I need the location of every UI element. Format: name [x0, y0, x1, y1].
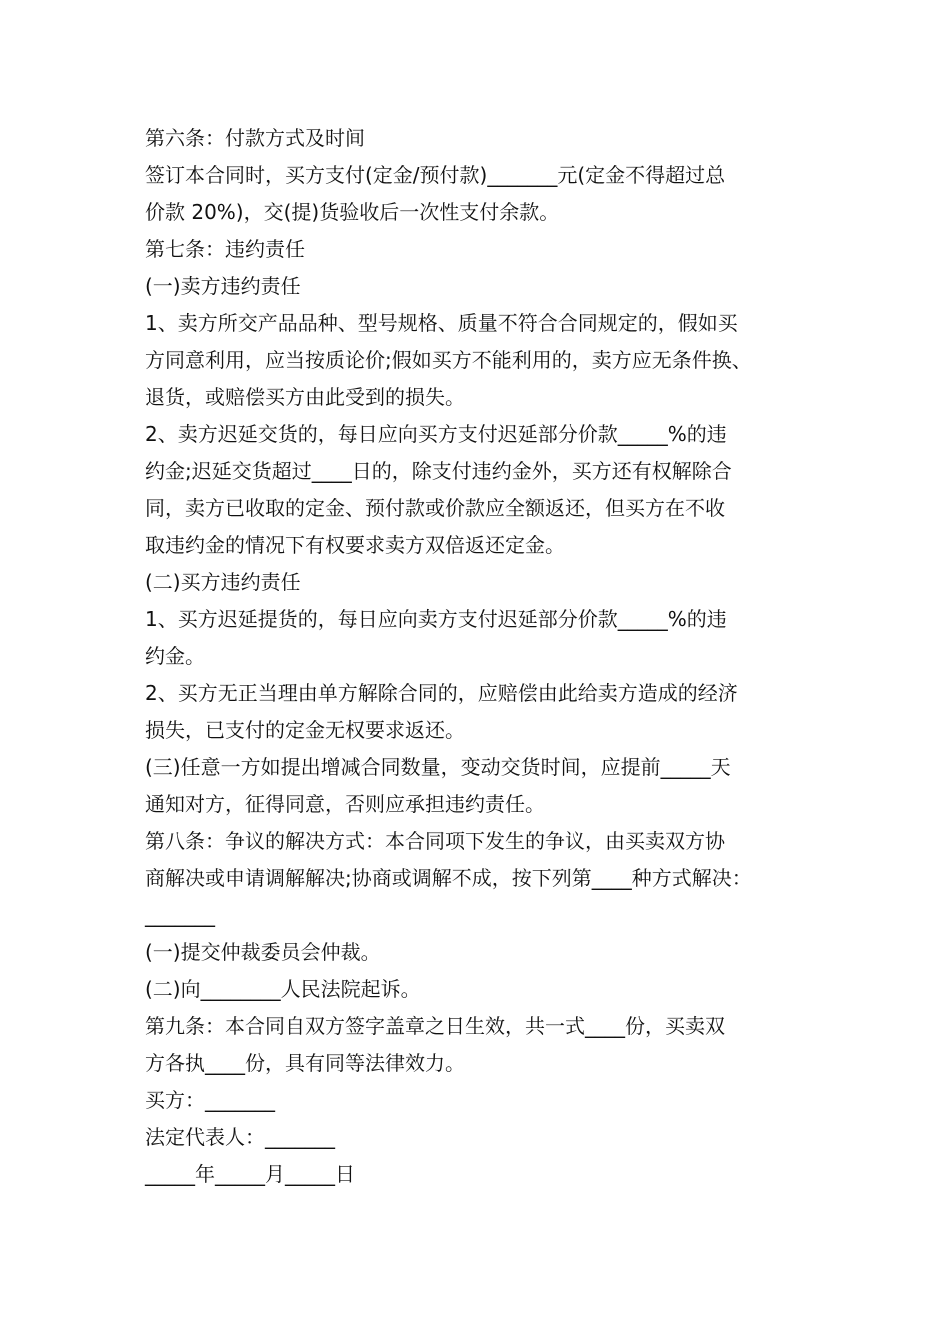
- paragraph-line: 同，卖方已收取的定金、预付款或价款应全额返还，但买方在不收: [145, 496, 725, 520]
- paragraph-line: 方各执____份，具有同等法律效力。: [145, 1051, 465, 1075]
- seller-liability-heading: (一)卖方违约责任: [145, 274, 301, 298]
- blank-line: _______: [145, 903, 215, 927]
- paragraph-line: 退货，或赔偿买方由此受到的损失。: [145, 385, 465, 409]
- paragraph-line: 1、买方迟延提货的，每日应向卖方支付迟延部分价款_____%的违: [145, 607, 727, 631]
- paragraph-line: 约金;迟延交货超过____日的，除支付违约金外，买方还有权解除合: [145, 459, 732, 483]
- paragraph-line: 损失，已支付的定金无权要求返还。: [145, 718, 465, 742]
- paragraph-line: 2、买方无正当理由单方解除合同的，应赔偿由此给卖方造成的经济: [145, 681, 738, 705]
- paragraph-line: 2、卖方迟延交货的，每日应向买方支付迟延部分价款_____%的违: [145, 422, 727, 446]
- legal-representative-line: 法定代表人：_______: [145, 1125, 335, 1149]
- article-7-heading: 第七条：违约责任: [145, 237, 305, 261]
- paragraph-line: (一)提交仲裁委员会仲裁。: [145, 940, 381, 964]
- date-line: _____年_____月_____日: [145, 1162, 355, 1186]
- paragraph-line: 签订本合同时，买方支付(定金/预付款)_______元(定金不得超过总: [145, 163, 726, 187]
- paragraph-line: (二)向________人民法院起诉。: [145, 977, 421, 1001]
- contract-text: [145, 120, 825, 1193]
- buyer-liability-heading: (二)买方违约责任: [145, 570, 301, 594]
- buyer-signature-line: 买方：_______: [145, 1088, 275, 1112]
- paragraph-line: (三)任意一方如提出增减合同数量，变动交货时间，应提前_____天: [145, 755, 731, 779]
- paragraph-line: 取违约金的情况下有权要求卖方双倍返还定金。: [145, 533, 565, 557]
- article-8-heading: 第八条：争议的解决方式：本合同项下发生的争议，由买卖双方协: [145, 829, 725, 853]
- paragraph-line: 1、卖方所交产品品种、型号规格、质量不符合合同规定的，假如买: [145, 311, 738, 335]
- paragraph-line: 价款 20%)，交(提)货验收后一次性支付余款。: [145, 200, 560, 224]
- paragraph-line: 方同意利用，应当按质论价;假如买方不能利用的，卖方应无条件换、: [145, 348, 752, 372]
- paragraph-line: 商解决或申请调解解决;协商或调解不成，按下列第____种方式解决：: [145, 866, 752, 890]
- paragraph-line: 通知对方，征得同意，否则应承担违约责任。: [145, 792, 545, 816]
- article-6-heading: 第六条：付款方式及时间: [145, 126, 365, 150]
- article-9-heading: 第九条：本合同自双方签字盖章之日生效，共一式____份，买卖双: [145, 1014, 725, 1038]
- paragraph-line: 约金。: [145, 644, 205, 668]
